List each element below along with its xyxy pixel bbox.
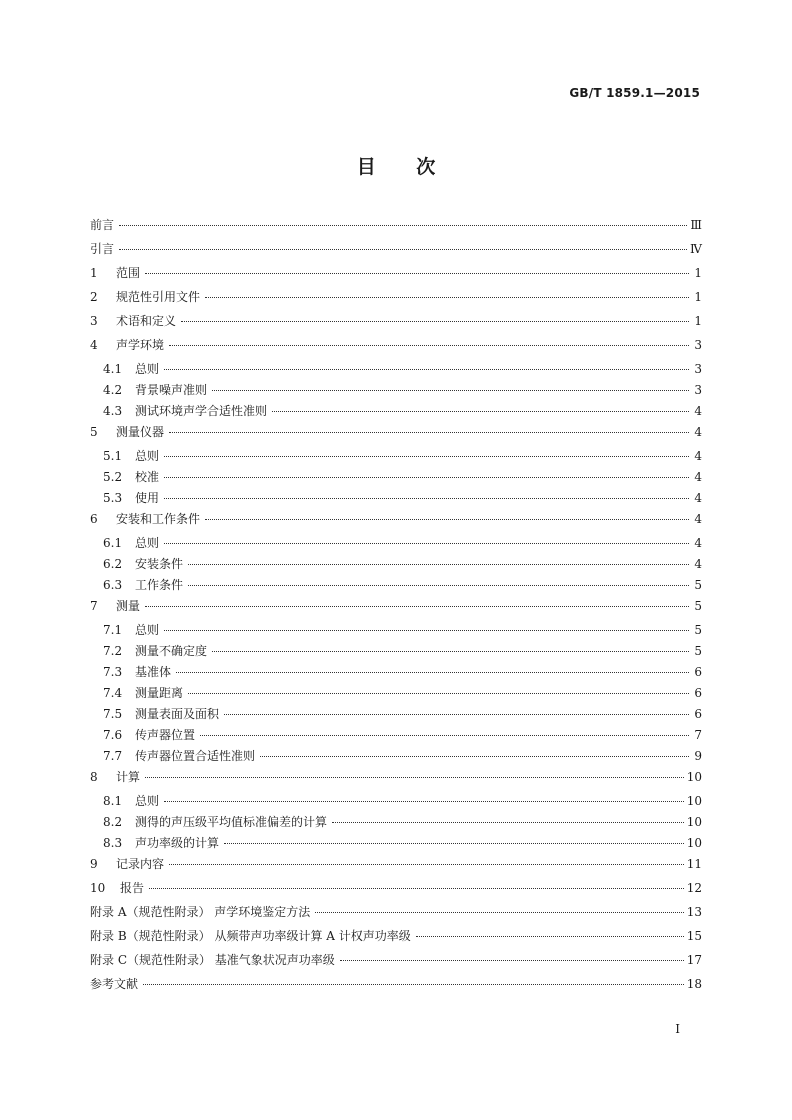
toc-entry-number: 5.3 — [103, 491, 123, 505]
toc-entry[interactable] — [90, 879, 702, 903]
toc-entry-page: 11 — [686, 857, 702, 871]
toc-entry-label: 使用 — [135, 491, 160, 505]
toc-entry-number: 4 — [90, 338, 98, 352]
toc-leader-dots — [164, 498, 689, 499]
toc-leader-dots — [416, 936, 684, 937]
toc-entry-page: 4 — [694, 425, 702, 439]
toc-entry[interactable] — [90, 360, 702, 381]
toc-leader-dots — [164, 456, 689, 457]
toc-entry-page: 4 — [694, 491, 702, 505]
toc-entry-label: 安装和工作条件 — [116, 512, 201, 526]
toc-entry-label: 记录内容 — [116, 857, 165, 871]
toc-entry-number: 8.3 — [103, 836, 123, 850]
toc-entry[interactable] — [90, 834, 702, 855]
toc-entry-page: 4 — [694, 404, 702, 418]
toc-entry-label: 工作条件 — [135, 578, 184, 592]
toc-entry-label: 传声器位置合适性准则 — [135, 749, 256, 763]
toc-leader-dots — [188, 693, 689, 694]
toc-entry-page: 10 — [686, 770, 702, 784]
toc-entry-label: 参考文献 — [90, 977, 139, 991]
page-title: 目 次 — [356, 156, 436, 178]
toc-entry-page: 4 — [694, 470, 702, 484]
toc-entry-number: 5.1 — [103, 449, 123, 463]
toc-leader-dots — [119, 249, 687, 250]
toc-entry-label: 测量表面及面积 — [135, 707, 220, 721]
toc-entry[interactable] — [90, 747, 702, 768]
toc-entry[interactable] — [90, 447, 702, 468]
toc-leader-dots — [205, 519, 689, 520]
toc-entry[interactable] — [90, 381, 702, 402]
toc-leader-dots — [164, 369, 689, 370]
toc-entry-page: 3 — [694, 383, 702, 397]
toc-entry-number: 8 — [90, 770, 98, 784]
toc-leader-dots — [200, 735, 689, 736]
toc-entry[interactable] — [90, 684, 702, 705]
toc-leader-dots — [260, 756, 689, 757]
toc-entry-label: 声学环境 — [116, 338, 165, 352]
toc-entry-label: 附录 C（规范性附录） 基准气象状况声功率级 — [90, 953, 335, 967]
toc-entry-page: 6 — [694, 665, 702, 679]
toc-entry-number: 6 — [90, 512, 98, 526]
toc-entry-label: 总则 — [135, 794, 160, 808]
toc-entry-number: 10 — [90, 881, 106, 895]
toc-leader-dots — [119, 225, 687, 226]
toc-leader-dots — [176, 672, 689, 673]
toc-leader-dots — [272, 411, 689, 412]
toc-leader-dots — [169, 345, 689, 346]
toc-entry-number: 7.7 — [103, 749, 123, 763]
toc-entry-page: Ⅳ — [690, 242, 702, 256]
toc-entry-number: 7.5 — [103, 707, 123, 721]
toc-entry-page: 13 — [686, 905, 702, 919]
toc-entry-page: 17 — [686, 953, 702, 967]
toc-entry[interactable] — [90, 951, 702, 975]
toc-entry-label: 测量不确定度 — [135, 644, 208, 658]
toc-entry-label: 范围 — [116, 266, 141, 280]
toc-entry[interactable] — [90, 489, 702, 510]
toc-entry-number: 1 — [90, 266, 98, 280]
toc-entry-label: 校准 — [135, 470, 160, 484]
page-number: I — [675, 1022, 680, 1036]
toc-entry[interactable] — [90, 312, 702, 336]
toc-entry-page: 1 — [694, 314, 702, 328]
toc-entry-page: 15 — [686, 929, 702, 943]
toc-entry-number: 7 — [90, 599, 98, 613]
toc-entry-number: 3 — [90, 314, 98, 328]
toc-entry-label: 规范性引用文件 — [116, 290, 201, 304]
toc-entry[interactable] — [90, 534, 702, 555]
toc-entry-label: 总则 — [135, 536, 160, 550]
toc-entry-label: 测量距离 — [135, 686, 184, 700]
toc-entry-number: 2 — [90, 290, 98, 304]
toc-entry-label: 引言 — [90, 242, 115, 256]
toc-entry[interactable] — [90, 903, 702, 927]
toc-leader-dots — [340, 960, 684, 961]
toc-leader-dots — [212, 651, 689, 652]
toc-leader-dots — [205, 297, 689, 298]
toc-entry-label: 测试环境声学合适性准则 — [135, 404, 268, 418]
toc-entry-label: 总则 — [135, 362, 160, 376]
toc-entry-label: 报告 — [120, 881, 145, 895]
toc-entry-page: 6 — [694, 686, 702, 700]
toc-entry-label: 声功率级的计算 — [135, 836, 220, 850]
toc-entry[interactable] — [90, 768, 702, 792]
toc-entry[interactable] — [90, 468, 702, 489]
toc-entry-page: 10 — [686, 836, 702, 850]
toc-entry-page: 9 — [694, 749, 702, 763]
toc-entry-label: 基准体 — [135, 665, 172, 679]
toc-entry-page: 3 — [694, 338, 702, 352]
toc-entry-label: 测量 — [116, 599, 141, 613]
toc-entry-page: 1 — [694, 266, 702, 280]
toc-entry-page: 10 — [686, 794, 702, 808]
toc-entry-page: 5 — [694, 578, 702, 592]
toc-leader-dots — [145, 273, 689, 274]
toc-entry[interactable] — [90, 336, 702, 360]
toc-entry-label: 术语和定义 — [116, 314, 177, 328]
toc-entry[interactable] — [90, 975, 702, 999]
toc-entry[interactable] — [90, 402, 702, 423]
toc-entry-number: 6.1 — [103, 536, 123, 550]
toc-leader-dots — [224, 843, 684, 844]
toc-entry-page: 4 — [694, 536, 702, 550]
toc-leader-dots — [315, 912, 683, 913]
toc-entry-number: 5 — [90, 425, 98, 439]
toc-leader-dots — [188, 564, 689, 565]
toc-entry-number: 5.2 — [103, 470, 123, 484]
toc-leader-dots — [188, 585, 689, 586]
toc-entry-page: 10 — [686, 815, 702, 829]
toc-entry-page: 5 — [694, 623, 702, 637]
toc-entry[interactable] — [90, 264, 702, 288]
toc-entry[interactable] — [90, 642, 702, 663]
toc-entry-page: 7 — [694, 728, 702, 742]
toc-entry-page: 5 — [694, 644, 702, 658]
toc-entry-number: 8.1 — [103, 794, 123, 808]
toc-entry-page: 18 — [686, 977, 702, 991]
toc-entry-label: 测得的声压级平均值标准偏差的计算 — [135, 815, 328, 829]
toc-leader-dots — [143, 984, 684, 985]
toc-entry-label: 测量仪器 — [116, 425, 165, 439]
toc-entry[interactable] — [90, 792, 702, 813]
toc-entry-page: 5 — [694, 599, 702, 613]
toc-leader-dots — [181, 321, 689, 322]
toc-entry[interactable] — [90, 705, 702, 726]
toc-entry-number: 4.3 — [103, 404, 123, 418]
toc-entry[interactable] — [90, 813, 702, 834]
toc-entry-page: 3 — [694, 362, 702, 376]
toc-entry-number: 4.2 — [103, 383, 123, 397]
toc-entry-number: 8.2 — [103, 815, 123, 829]
toc-entry[interactable] — [90, 621, 702, 642]
table-of-contents — [90, 216, 702, 999]
toc-leader-dots — [169, 432, 689, 433]
toc-entry[interactable] — [90, 510, 702, 534]
toc-entry[interactable] — [90, 240, 702, 264]
toc-leader-dots — [164, 543, 689, 544]
toc-entry-number: 6.2 — [103, 557, 123, 571]
toc-leader-dots — [164, 630, 689, 631]
toc-entry-page: 4 — [694, 449, 702, 463]
toc-entry-number: 7.3 — [103, 665, 123, 679]
toc-entry-page: 4 — [694, 512, 702, 526]
toc-leader-dots — [224, 714, 689, 715]
toc-entry[interactable] — [90, 663, 702, 684]
toc-entry-label: 背景噪声准则 — [135, 383, 208, 397]
toc-entry[interactable] — [90, 927, 702, 951]
toc-entry-label: 计算 — [116, 770, 141, 784]
toc-entry[interactable] — [90, 855, 702, 879]
toc-leader-dots — [164, 801, 684, 802]
toc-entry-label: 传声器位置 — [135, 728, 196, 742]
toc-entry-number: 9 — [90, 857, 98, 871]
toc-entry-number: 6.3 — [103, 578, 123, 592]
toc-leader-dots — [145, 777, 684, 778]
toc-leader-dots — [212, 390, 689, 391]
toc-entry-number: 7.1 — [103, 623, 123, 637]
toc-entry-number: 4.1 — [103, 362, 123, 376]
toc-entry-number: 7.6 — [103, 728, 123, 742]
toc-leader-dots — [332, 822, 684, 823]
toc-leader-dots — [164, 477, 689, 478]
toc-entry-label: 附录 B（规范性附录） 从频带声功率级计算 A 计权声功率级 — [90, 929, 411, 943]
toc-entry-label: 总则 — [135, 449, 160, 463]
toc-entry[interactable] — [90, 423, 702, 447]
toc-leader-dots — [169, 864, 684, 865]
toc-entry-page: Ⅲ — [690, 218, 702, 232]
toc-leader-dots — [145, 606, 689, 607]
toc-entry-number: 7.2 — [103, 644, 123, 658]
standard-code: GB/T 1859.1—2015 — [569, 86, 700, 100]
toc-entry[interactable] — [90, 726, 702, 747]
toc-entry[interactable] — [90, 288, 702, 312]
toc-entry-page: 6 — [694, 707, 702, 721]
toc-entry-label: 安装条件 — [135, 557, 184, 571]
toc-leader-dots — [149, 888, 684, 889]
toc-entry[interactable] — [90, 216, 702, 240]
toc-entry-label: 前言 — [90, 218, 115, 232]
toc-entry[interactable] — [90, 555, 702, 576]
toc-entry-label: 总则 — [135, 623, 160, 637]
toc-entry[interactable] — [90, 576, 702, 597]
toc-entry-page: 4 — [694, 557, 702, 571]
toc-entry-number: 7.4 — [103, 686, 123, 700]
toc-entry-page: 12 — [686, 881, 702, 895]
toc-entry-label: 附录 A（规范性附录） 声学环境鉴定方法 — [90, 905, 311, 919]
toc-entry[interactable] — [90, 597, 702, 621]
toc-entry-page: 1 — [694, 290, 702, 304]
